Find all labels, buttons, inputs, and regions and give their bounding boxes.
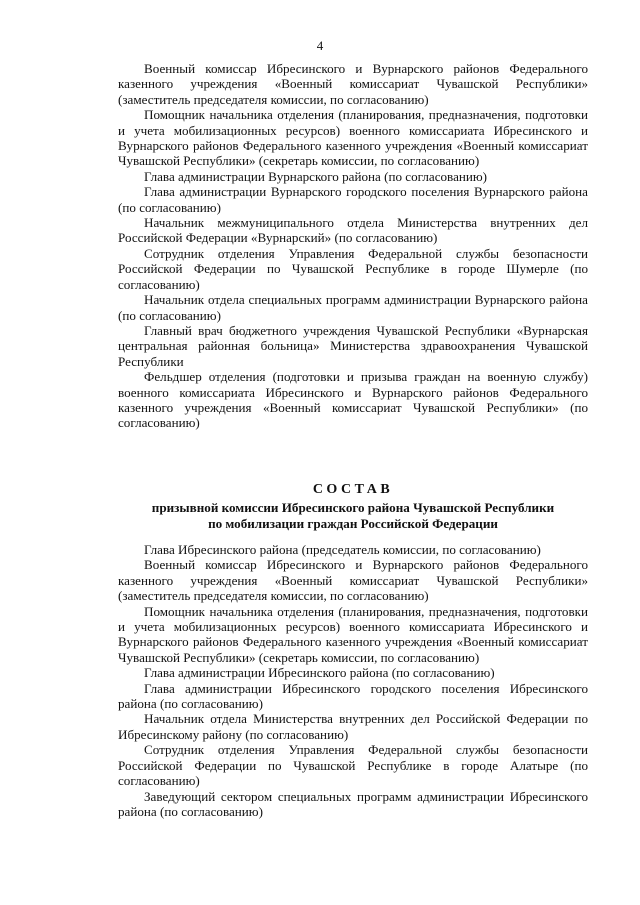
member-item: Начальник отдела специальных программ администрации Вурнарского района (по согласованию) — [118, 292, 588, 323]
member-item: Заведующий сектором специальных программ администрации Ибресинского района (по согласованию) — [118, 788, 588, 819]
member-item: Помощник начальника отделения (планирования, предназначения, подготовки и учета мобилизационных ресурсов) военного комиссариата Ибресинского и Вурнарского районов Федерального казенного учреждения «Военный комиссариат Чувашской Республики» (секретарь комиссии, по согласованию) — [118, 107, 588, 169]
member-item: Глава администрации Вурнарского городского поселения Вурнарского района (по согласованию) — [118, 184, 588, 215]
page-number: 4 — [316, 38, 324, 53]
commission-1-member-list — [118, 61, 588, 431]
member-item: Помощник начальника отделения (планирования, предназначения, подготовки и учета мобилизационных ресурсов) военного комиссариата Ибресинского и Вурнарского районов Федерального казенного учреждения «Военный комиссариат Чувашской Республики» (секретарь комиссии, по согласованию) — [118, 603, 588, 665]
member-item: Военный комиссар Ибресинского и Вурнарского районов Федерального казенного учреждения «Военный комиссариат Чувашской Республики» (заместитель председателя комиссии, по согласованию) — [118, 557, 588, 604]
section-subtitle — [118, 500, 588, 531]
section-subtitle-line-1: призывной комиссии Ибресинского района Чувашской Республики — [151, 500, 555, 515]
section-title: СОСТАВ — [312, 482, 394, 497]
member-item: Глава администрации Ибресинского городского поселения Ибресинского района (по согласованию) — [118, 680, 588, 712]
member-item: Главный врач бюджетного учреждения Чувашской Республики «Вурнарская центральная районная больница» Министерства здравоохранения Чувашской Республики — [118, 322, 588, 369]
commission-2-member-list — [118, 542, 588, 819]
member-item: Глава Ибресинского района (председатель комиссии, по согласованию) — [144, 542, 541, 557]
member-item: Сотрудник отделения Управления Федеральной службы безопасности Российской Федерации по Чувашской Республике в городе Шумерле (по согласованию) — [118, 245, 588, 292]
section-subtitle-line-2: по мобилизации граждан Российской Федерации — [208, 515, 498, 531]
member-item: Начальник межмуниципального отдела Министерства внутренних дел Российской Федерации «Вурнарский» (по согласованию) — [118, 215, 588, 246]
member-item: Сотрудник отделения Управления Федеральной службы безопасности Российской Федерации по Чувашской Республике в городе Алатыре (по согласованию) — [118, 742, 588, 789]
member-item: Начальник отдела Министерства внутренних дел Российской Федерации по Ибресинскому району (по согласованию) — [118, 711, 588, 742]
member-item: Фельдшер отделения (подготовки и призыва граждан на военную службу) военного комиссариата Ибресинского и Вурнарского районов Федерального казенного учреждения «Военный комиссариат Чувашской Республики» (по согласованию) — [118, 369, 588, 431]
member-item: Глава администрации Вурнарского района (по согласованию) — [144, 168, 488, 184]
member-item: Глава администрации Ибресинского района (по согласованию) — [144, 665, 495, 681]
member-item: Военный комиссар Ибресинского и Вурнарского районов Федерального казенного учреждения «Военный комиссариат Чувашской Республики» (заместитель председателя комиссии, по согласованию) — [118, 61, 588, 107]
